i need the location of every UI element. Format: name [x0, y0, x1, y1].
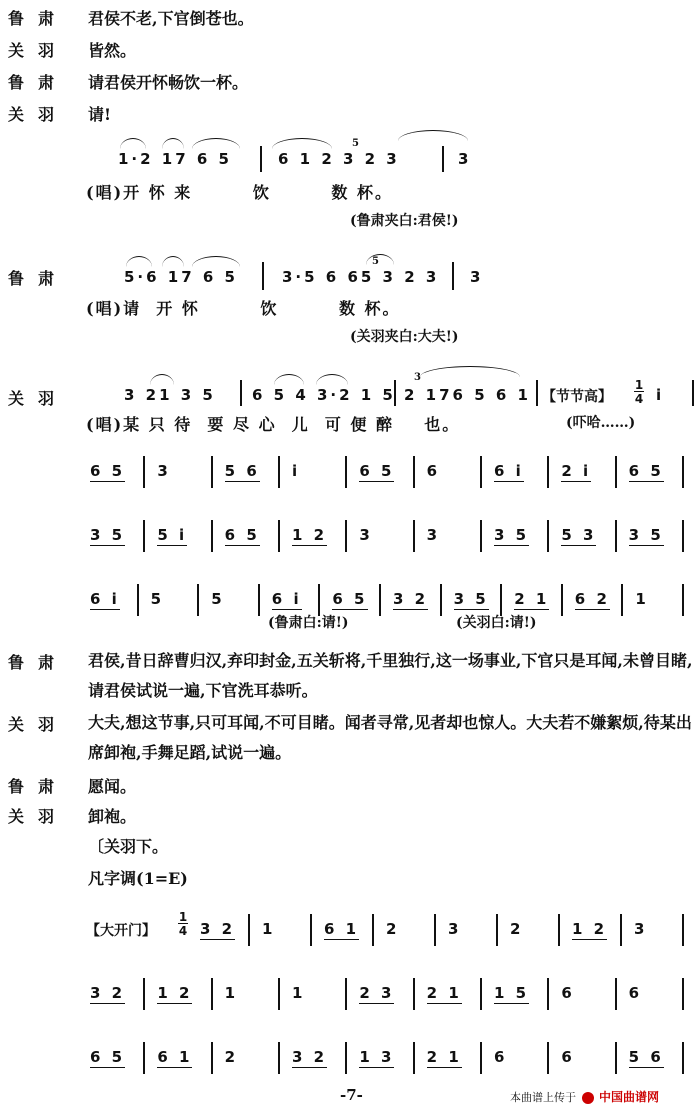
measure-notes: 6 1 — [157, 1048, 193, 1066]
bar-line — [379, 584, 381, 616]
measure-notes: 1 2 — [572, 920, 608, 938]
bar-line — [143, 978, 145, 1010]
meter-bottom: 4 — [178, 924, 188, 938]
speaker: 鲁肃 — [8, 269, 69, 288]
measure-notes: 3 2 — [292, 1048, 328, 1066]
bar-line — [558, 914, 560, 946]
measure-notes: 6 5 — [90, 462, 126, 480]
measure-notes: 1 5 — [494, 984, 530, 1002]
measure-notes: 6 2 — [574, 590, 610, 608]
speaker: 关羽 — [8, 807, 69, 826]
measure-notes: i — [292, 462, 301, 480]
measure-row — [86, 456, 692, 496]
bar-line — [440, 584, 442, 616]
measure-notes: 5 6 — [628, 1048, 664, 1066]
bar-line — [615, 1042, 617, 1074]
bar-line — [682, 456, 684, 488]
measure-notes: 5 — [150, 590, 165, 608]
bar-line — [211, 520, 213, 552]
line-text: 皆然。 — [88, 41, 137, 60]
measure-notes: 2 1 — [426, 984, 462, 1002]
measure-notes: 6 5 — [90, 1048, 126, 1066]
notes: 1·2 17 6 5 — [118, 150, 232, 168]
measure-notes: 3 — [157, 462, 171, 480]
bar-line — [278, 1042, 280, 1074]
bar-line — [615, 520, 617, 552]
site-credit — [510, 1088, 659, 1105]
bar-line — [615, 456, 617, 488]
measure-notes: 6 5 — [359, 462, 395, 480]
bar-line — [480, 1042, 482, 1074]
bar-line — [561, 584, 563, 616]
measure-notes: 5 6 — [224, 462, 260, 480]
bar-line — [278, 978, 280, 1010]
measure-notes: 2 1 — [514, 590, 550, 608]
tune-label: 【大开门】 — [86, 923, 156, 939]
measure-notes: 3 5 — [628, 526, 664, 544]
notes: 3 — [470, 268, 484, 286]
meter-top: 1 — [634, 378, 644, 392]
bar-line — [547, 978, 549, 1010]
measure-notes: 5 3 — [561, 526, 597, 544]
lyric: (唱)开 怀 来 饮 数 杯。 — [86, 183, 393, 202]
measure-notes: 3 5 — [453, 590, 489, 608]
bar-line — [413, 520, 415, 552]
bar-line — [345, 520, 347, 552]
bar-line — [682, 1042, 684, 1074]
bar-line — [434, 914, 436, 946]
page-number: -7- — [340, 1086, 363, 1104]
speaker: 关羽 — [8, 389, 69, 408]
bar-line — [413, 1042, 415, 1074]
measure-notes: 3 5 — [494, 526, 530, 544]
bar-line — [682, 978, 684, 1010]
notes: 3·5 6 65 3 2 3 — [282, 268, 440, 286]
measure-notes: 3 2 — [200, 920, 236, 938]
bar-line — [345, 456, 347, 488]
meter-top: 1 — [178, 910, 188, 924]
bar-line — [345, 978, 347, 1010]
bar-line — [197, 584, 199, 616]
speaker: 鲁肃 — [8, 777, 69, 796]
speaker: 鲁肃 — [8, 653, 69, 672]
notes: i — [656, 386, 665, 404]
bar-line — [496, 914, 498, 946]
bar-line — [278, 520, 280, 552]
bar-line — [547, 456, 549, 488]
measure-notes: 6 5 — [628, 462, 664, 480]
bar-line — [211, 1042, 213, 1074]
measure-notes: 6 — [494, 1048, 508, 1066]
lyric: (唱)请 开 怀 饮 数 杯。 — [86, 299, 401, 318]
bar-line — [413, 978, 415, 1010]
grace-note: 3 — [414, 372, 421, 383]
bar-line — [547, 520, 549, 552]
bar-line — [278, 456, 280, 488]
measure-notes: 6 — [628, 984, 643, 1002]
speaker: 关羽 — [8, 715, 69, 734]
bar-line — [615, 978, 617, 1010]
measure-notes: 1 — [224, 984, 239, 1002]
line-text: 请! — [88, 105, 112, 124]
bar-line — [547, 1042, 549, 1074]
measure-notes: 6 i — [90, 590, 120, 608]
measure-notes: 3 — [634, 920, 648, 938]
bar-line — [143, 1042, 145, 1074]
bar-line — [682, 584, 684, 616]
measure-row — [86, 978, 692, 1018]
bar-line — [310, 914, 312, 946]
measure-notes: 6 — [426, 462, 441, 480]
speaker: 关羽 — [8, 41, 69, 60]
measure-notes: 6 — [561, 984, 575, 1002]
measure-notes: 6 i — [494, 462, 524, 480]
measure-notes: 5 — [211, 590, 225, 608]
notes: 6 5 4 3·2 1 5 — [252, 386, 396, 404]
measure-notes: 3 — [448, 920, 462, 938]
measure-notes: 6 — [561, 1048, 575, 1066]
bar-line — [211, 978, 213, 1010]
measure-notes: 6 1 — [324, 920, 360, 938]
measure-notes: 1 — [635, 590, 649, 608]
speaker: 鲁肃 — [8, 9, 69, 28]
grace-note: 5 — [372, 256, 379, 267]
aside: (吓哈……) — [566, 415, 636, 431]
measure-notes: 2 — [386, 920, 400, 938]
measure-notes: 1 — [262, 920, 276, 938]
notes: 5·6 17 6 5 — [124, 268, 238, 286]
measure-row — [86, 584, 692, 624]
notes: 3 21 3 5 — [124, 386, 216, 404]
meter-bottom: 4 — [634, 392, 644, 406]
stage-direction: 〔关羽下。 — [88, 837, 169, 856]
measure-notes: 2 — [510, 920, 524, 938]
line-text: 卸袍。 — [88, 807, 137, 826]
bar-line — [413, 456, 415, 488]
bar-line — [682, 520, 684, 552]
bar-line — [621, 584, 623, 616]
measure-notes: 3 5 — [90, 526, 126, 544]
line-text: 愿闻。 — [88, 777, 137, 796]
lyric: (唱)某 只 待 要 尽 心 儿 可 便 醉 也。 — [86, 415, 461, 434]
speaker: 关羽 — [8, 105, 69, 124]
line-text: 君侯不老,下官倒苍也。 — [88, 9, 254, 28]
notes: 2 176 5 6 1 — [404, 386, 531, 404]
bar-line — [345, 1042, 347, 1074]
line-text: 大夫,想这节事,只可耳闻,不可目睹。闻者寻常,见者却也惊人。大夫若不嫌絮烦,待某出席卸袍,手舞足蹈,试说一遍。 — [88, 713, 692, 762]
notes: 6 1 2 3 2 3 — [278, 150, 400, 168]
measure-notes: 3 2 — [393, 590, 429, 608]
measure-row — [86, 520, 692, 560]
aside: (鲁肃夹白:君侯!) — [350, 213, 459, 229]
line-text: 请君侯开怀畅饮一杯。 — [88, 73, 249, 92]
bar-line — [143, 520, 145, 552]
measure-notes: 1 3 — [359, 1048, 395, 1066]
bar-line — [258, 584, 260, 616]
measure-row — [86, 1042, 692, 1082]
measure-notes: 3 2 — [90, 984, 126, 1002]
notes: 3 — [458, 150, 472, 168]
tune-label: 【节节高】 — [542, 389, 612, 405]
bar-line — [137, 584, 139, 616]
measure-notes: 5 i — [157, 526, 188, 544]
measure-row — [86, 910, 692, 954]
bar-line — [480, 456, 482, 488]
site-logo-icon — [582, 1092, 594, 1104]
bar-line — [480, 978, 482, 1010]
bar-line — [143, 456, 145, 488]
measure-notes: 6 5 — [224, 526, 260, 544]
key-signature: 凡字调(1=E) — [88, 869, 188, 888]
bar-line — [248, 914, 250, 946]
aside: (鲁肃白:请!) — [268, 615, 349, 631]
bar-line — [480, 520, 482, 552]
measure-notes: 1 2 — [157, 984, 193, 1002]
measure-notes: 1 — [292, 984, 306, 1002]
bar-line — [211, 456, 213, 488]
bar-line — [682, 914, 684, 946]
site-name: 中国曲谱网 — [599, 1090, 660, 1104]
measure-notes: 3 — [426, 526, 441, 544]
aside: (关羽夹白:大夫!) — [350, 329, 459, 345]
bar-line — [372, 914, 374, 946]
bar-line — [620, 914, 622, 946]
measure-notes: 2 — [224, 1048, 239, 1066]
speaker: 鲁肃 — [8, 73, 69, 92]
measure-notes: 2 i — [561, 462, 592, 480]
measure-notes: 3 — [359, 526, 373, 544]
measure-notes: 6 i — [271, 590, 302, 608]
line-text: 君侯,昔日辞曹归汉,弃印封金,五关斩将,千里独行,这一场事业,下官只是耳闻,未曾目睹,请君侯试说一遍,下官洗耳恭听。 — [88, 651, 693, 700]
measure-notes: 1 2 — [292, 526, 328, 544]
measure-notes: 2 3 — [359, 984, 395, 1002]
grace-note: 5 — [352, 138, 359, 149]
measure-notes: 2 1 — [426, 1048, 462, 1066]
credit-text: 本曲谱上传于 — [510, 1091, 576, 1104]
measure-notes: 6 5 — [332, 590, 368, 608]
aside: (关羽白:请!) — [456, 615, 537, 631]
